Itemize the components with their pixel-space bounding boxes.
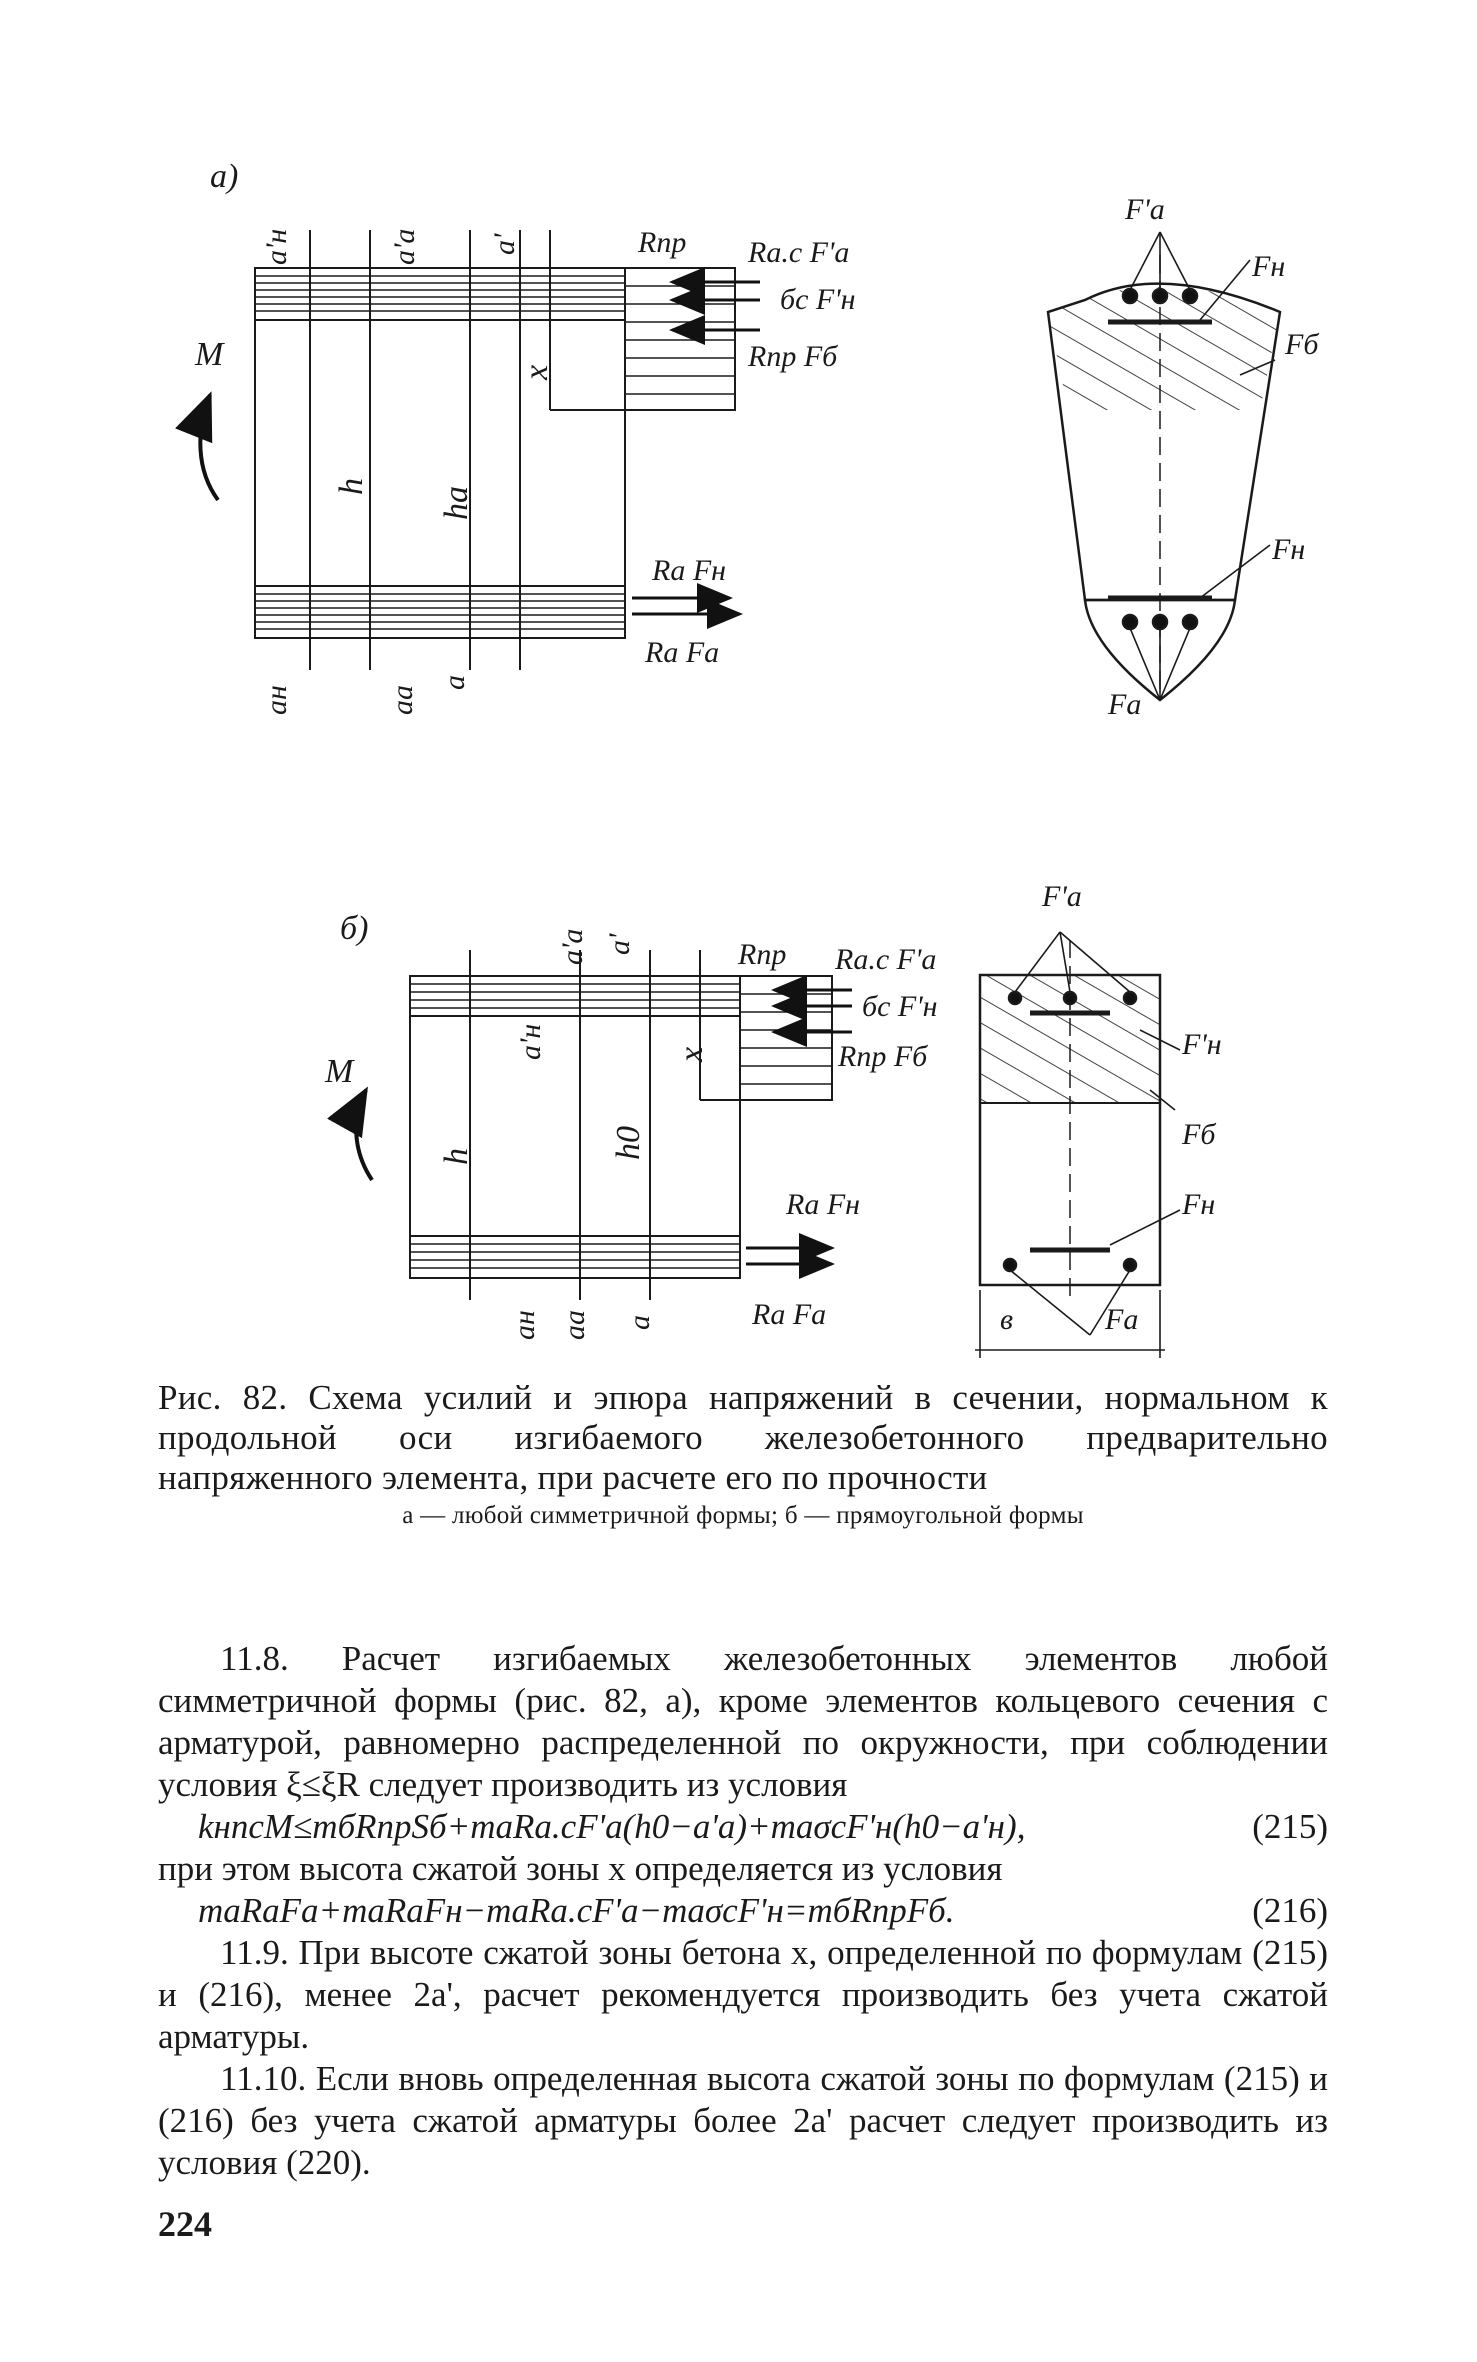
section-label-Fb-a: Fб	[1285, 328, 1319, 361]
moment-arrow-a	[200, 395, 218, 500]
dim-a-prime-a: a'	[488, 233, 521, 255]
cross-section-b	[975, 932, 1180, 1358]
force-Rac-Fa-a: Ra.c F'a	[748, 236, 850, 269]
moment-label-a: M	[195, 336, 224, 373]
dim-h0-a: ha	[438, 486, 475, 520]
section-label-Fn-b: Fн	[1182, 1188, 1216, 1221]
force-Rpr-Fb-a: Rпр Fб	[748, 340, 838, 373]
force-Rpr-b: Rпр	[738, 938, 787, 971]
moment-label-b: M	[325, 1053, 354, 1090]
dim-an-prime-a: a'н	[260, 228, 293, 265]
paragraph-11-8: 11.8. Расчет изгибаемых железобетонных элементов любой симметричной формы (рис. 82, а), кроме элементов кольцевого сечения с арматурой, равномерно распределенной по окружности, при соблюдении условия ξ≤ξR следует производить из условия	[158, 1639, 1328, 1804]
dim-h-b: h	[438, 1148, 475, 1165]
force-Ra-Fn-a: Ra Fн	[652, 554, 727, 587]
section-label-Fn-bottom-a: Fн	[1272, 533, 1306, 566]
force-Ra-Fn-b: Ra Fн	[786, 1188, 861, 1221]
section-label-Fa-prime-b: F'a	[1042, 880, 1082, 913]
force-Ra-Fa-b: Ra Fa	[752, 1298, 827, 1331]
dim-an-prime-b: a'н	[514, 1023, 547, 1060]
section-label-Fa-a: Fa	[1108, 688, 1142, 721]
force-Rpr-a: Rпр	[638, 226, 687, 259]
section-label-Fn-top-a: Fн	[1252, 250, 1286, 283]
cross-section-a	[1048, 232, 1280, 700]
page-number: 224	[158, 2204, 212, 2244]
paragraph-11-9: 11.9. При высоте сжатой зоны бетона x, определенной по формулам (215) и (216), менее 2a', расчет рекомендуется производить без учета сжатой арматуры.	[158, 1933, 1328, 2056]
section-label-Fa-b: Fa	[1105, 1303, 1139, 1336]
paragraph-11-10: 11.10. Если вновь определенная высота сжатой зоны по формулам (215) и (216) без учета сжатой арматуры более 2a' расчет следует производить из условия (220).	[158, 2059, 1328, 2182]
force-Rac-Fa-b: Ra.c F'a	[835, 943, 937, 976]
formula-216-expr: mаRаFа+mаRаFн−mаRа.сF'а−mаσсF'н=mбRпрFб.	[198, 1891, 955, 1930]
dim-an-b: aн	[508, 1310, 541, 1340]
formula-216-number: (216)	[1252, 1891, 1328, 1930]
dim-x-a: x	[518, 364, 555, 380]
dim-aa-a: aa	[386, 685, 419, 715]
dim-aa-prime-b: a'a	[556, 928, 589, 965]
dim-aa-b: aa	[558, 1310, 591, 1340]
dim-h0-b: h0	[610, 1126, 647, 1160]
force-sigma-Fn-a: бc F'н	[780, 283, 856, 316]
part-a-label: а)	[210, 158, 239, 195]
caption-sub: а — любой симметричной формы; б — прямоугольной формы	[402, 1502, 1084, 1529]
dim-a-a: a	[438, 675, 471, 690]
part-b-label: б)	[340, 910, 369, 947]
dim-x-b: x	[673, 1046, 710, 1062]
force-Rpr-Fb-b: Rпр Fб	[838, 1040, 928, 1073]
formula-215-number: (215)	[1252, 1807, 1328, 1846]
force-Ra-Fa-a: Ra Fa	[645, 636, 720, 669]
caption-main: Рис. 82. Схема усилий и эпюра напряжений в сечении, нормальном к продольной оси изгибаемого железобетонного предварительно напряженного элемента, при расчете его по прочности	[158, 1378, 1328, 1497]
dim-an-a: aн	[260, 685, 293, 715]
beam-elevation-a	[255, 226, 735, 670]
dim-aa-prime-a: a'a	[388, 228, 421, 265]
dim-a-prime-b: a'	[603, 933, 636, 955]
dim-h-a: h	[333, 478, 370, 495]
force-arrows-b	[746, 990, 852, 1264]
section-label-Fa-prime-a: F'a	[1125, 193, 1165, 226]
formula-215	[158, 1806, 1328, 1848]
section-label-Fb-b: Fб	[1182, 1118, 1216, 1151]
figure-caption	[158, 1378, 1328, 1534]
formula-216	[158, 1890, 1328, 1932]
section-label-Fn-prime-b: F'н	[1182, 1028, 1222, 1061]
body-text	[158, 1638, 1328, 2184]
paragraph-x-condition: при этом высота сжатой зоны x определяется из условия	[158, 1849, 1003, 1888]
section-label-width-b: в	[1000, 1303, 1014, 1336]
moment-arrow-b	[356, 1090, 372, 1180]
dim-a-b: a	[623, 1315, 656, 1330]
formula-215-expr: kнnсM≤mбRпрSб+mаRа.сF'а(h0−a'а)+mаσсF'н(h0−a'н),	[198, 1807, 1026, 1846]
force-sigma-Fn-b: бc F'н	[862, 990, 938, 1023]
